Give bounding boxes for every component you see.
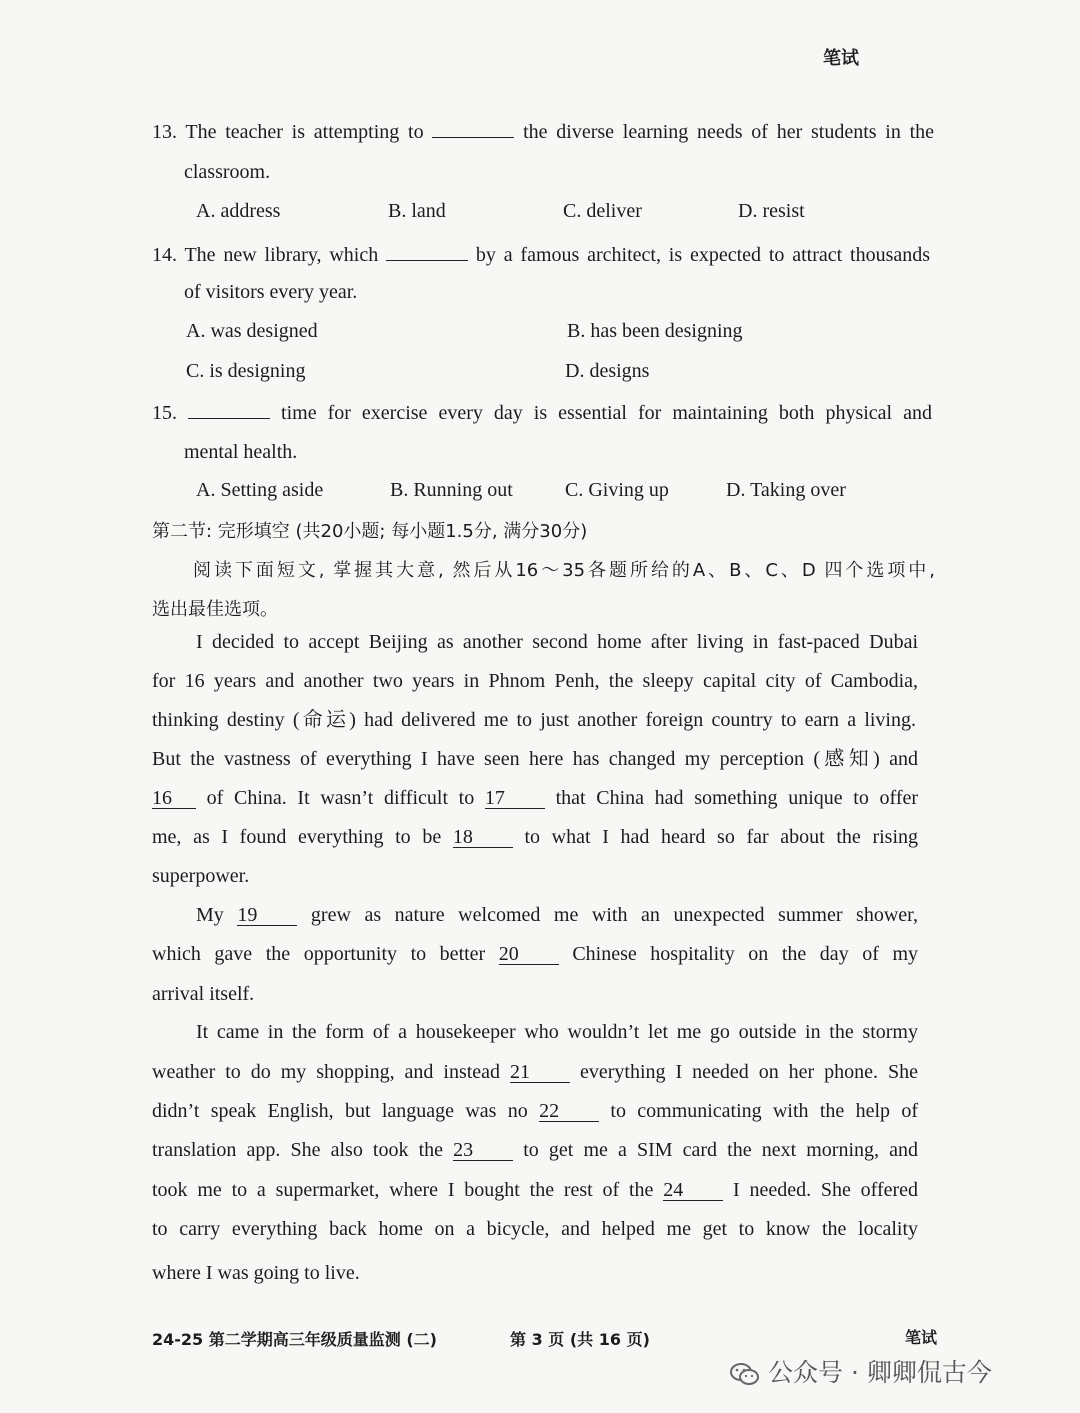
passage-text: me, as I found everything to be [152, 826, 442, 848]
passage-line: to carry everything back home on a bicycle, and helped me get to know the locality [152, 1218, 918, 1240]
passage-text: to what I had heard so far about the rising [524, 826, 919, 848]
passage-line: It came in the form of a housekeeper who wouldn’t let me go outside in the stormy [196, 1021, 918, 1043]
passage-line: arrival itself. [152, 983, 255, 1005]
passage-text: grew as nature welcomed me with an unexpected summer shower, [310, 904, 919, 926]
option-b: B. has been designing [567, 320, 743, 342]
option-a: A. was designed [186, 320, 318, 342]
passage-line: where I was going to live. [152, 1262, 360, 1284]
blank-16: 16 [152, 788, 196, 809]
passage-text: that China had something unique to offer [555, 787, 919, 809]
passage-line: I decided to accept Beijing as another second home after living in fast-paced Dubai [196, 631, 918, 653]
question-15-stem-end: time for exercise every day is essential for maintaining both physical and [281, 402, 932, 424]
section-instruction: 阅读下面短文, 掌握其大意, 然后从16～35各题所给的A、B、C、D 四个选项中, [193, 560, 935, 581]
passage-line [152, 1178, 918, 1202]
option-d: D. Taking over [726, 479, 846, 501]
question-15-stem-start: 15. [152, 402, 177, 424]
option-b: B. Running out [390, 479, 513, 501]
passage-line [152, 1138, 918, 1162]
passage-text: to communicating with the help of [610, 1100, 918, 1122]
option-a: A. Setting aside [196, 479, 324, 501]
passage-line: But the vastness of everything I have seen here has changed my perception (感知) and [152, 748, 918, 770]
passage-text: I needed. She offered [733, 1179, 919, 1201]
question-13 [152, 117, 934, 144]
passage-text: which gave the opportunity to better [152, 943, 486, 965]
answer-blank [432, 117, 514, 138]
passage-text: weather to do my shopping, and instead [152, 1061, 501, 1083]
option-a: A. address [196, 200, 281, 222]
blank-19: 19 [237, 905, 297, 926]
passage-line [152, 1060, 918, 1084]
footer-label: 笔试 [905, 1328, 938, 1347]
passage-line [152, 1099, 918, 1123]
question-15 [152, 398, 932, 425]
passage-line [152, 942, 918, 966]
question-13-line2: classroom. [184, 161, 271, 183]
page-header-label: 笔试 [823, 48, 859, 69]
passage-text: Chinese hospitality on the day of my [572, 943, 918, 965]
option-d: D. resist [738, 200, 805, 222]
blank-20: 20 [499, 944, 559, 965]
footer-exam-title: 24-25 第二学期高三年级质量监测 (二) [152, 1330, 437, 1349]
option-c: C. Giving up [565, 479, 669, 501]
watermark-text: 公众号 · 卿卿侃古今 [768, 1358, 992, 1387]
answer-blank [386, 240, 468, 261]
option-c: C. deliver [563, 200, 642, 222]
passage-text: translation app. She also took the [152, 1139, 444, 1161]
question-13-stem-end: the diverse learning needs of her students in the [523, 121, 935, 143]
option-d: D. designs [565, 360, 650, 382]
answer-blank [188, 398, 270, 419]
passage-text: didn’t speak English, but language was no [152, 1100, 528, 1122]
passage-line: superpower. [152, 865, 250, 887]
passage-line [152, 786, 918, 810]
passage-line: thinking destiny (命运) had delivered me to just another foreign country to earn a living. [152, 709, 916, 731]
blank-21: 21 [510, 1062, 570, 1083]
passage-text: to get me a SIM card the next morning, and [523, 1139, 918, 1161]
passage-line [196, 903, 918, 927]
wechat-icon [730, 1362, 760, 1386]
question-14 [152, 240, 930, 267]
question-14-stem-start: 14. The new library, which [152, 244, 379, 266]
passage-line: for 16 years and another two years in Phnom Penh, the sleepy capital city of Cambodia, [152, 670, 918, 692]
passage-line [152, 825, 918, 849]
blank-18: 18 [453, 827, 513, 848]
option-c: C. is designing [186, 360, 306, 382]
section-heading: 第二节: 完形填空 (共20小题; 每小题1.5分, 满分30分) [152, 521, 588, 542]
passage-text: everything I needed on her phone. She [580, 1061, 919, 1083]
footer-page-number: 第 3 页 (共 16 页) [510, 1330, 650, 1349]
blank-22: 22 [539, 1101, 599, 1122]
blank-17: 17 [485, 788, 545, 809]
option-b: B. land [388, 200, 446, 222]
blank-24: 24 [663, 1180, 723, 1201]
blank-23: 23 [453, 1140, 513, 1161]
question-14-line2: of visitors every year. [184, 281, 358, 303]
question-13-stem-start: 13. The teacher is attempting to [152, 121, 424, 143]
question-14-stem-end: by a famous architect, is expected to attract thousands [475, 244, 931, 266]
passage-text: took me to a supermarket, where I bought the rest of the [152, 1179, 654, 1201]
section-instruction-cont: 选出最佳选项。 [152, 599, 278, 620]
watermark [730, 1353, 992, 1389]
passage-text: My [196, 904, 224, 926]
question-15-line2: mental health. [184, 441, 298, 463]
passage-text: of China. It wasn’t difficult to [206, 787, 475, 809]
